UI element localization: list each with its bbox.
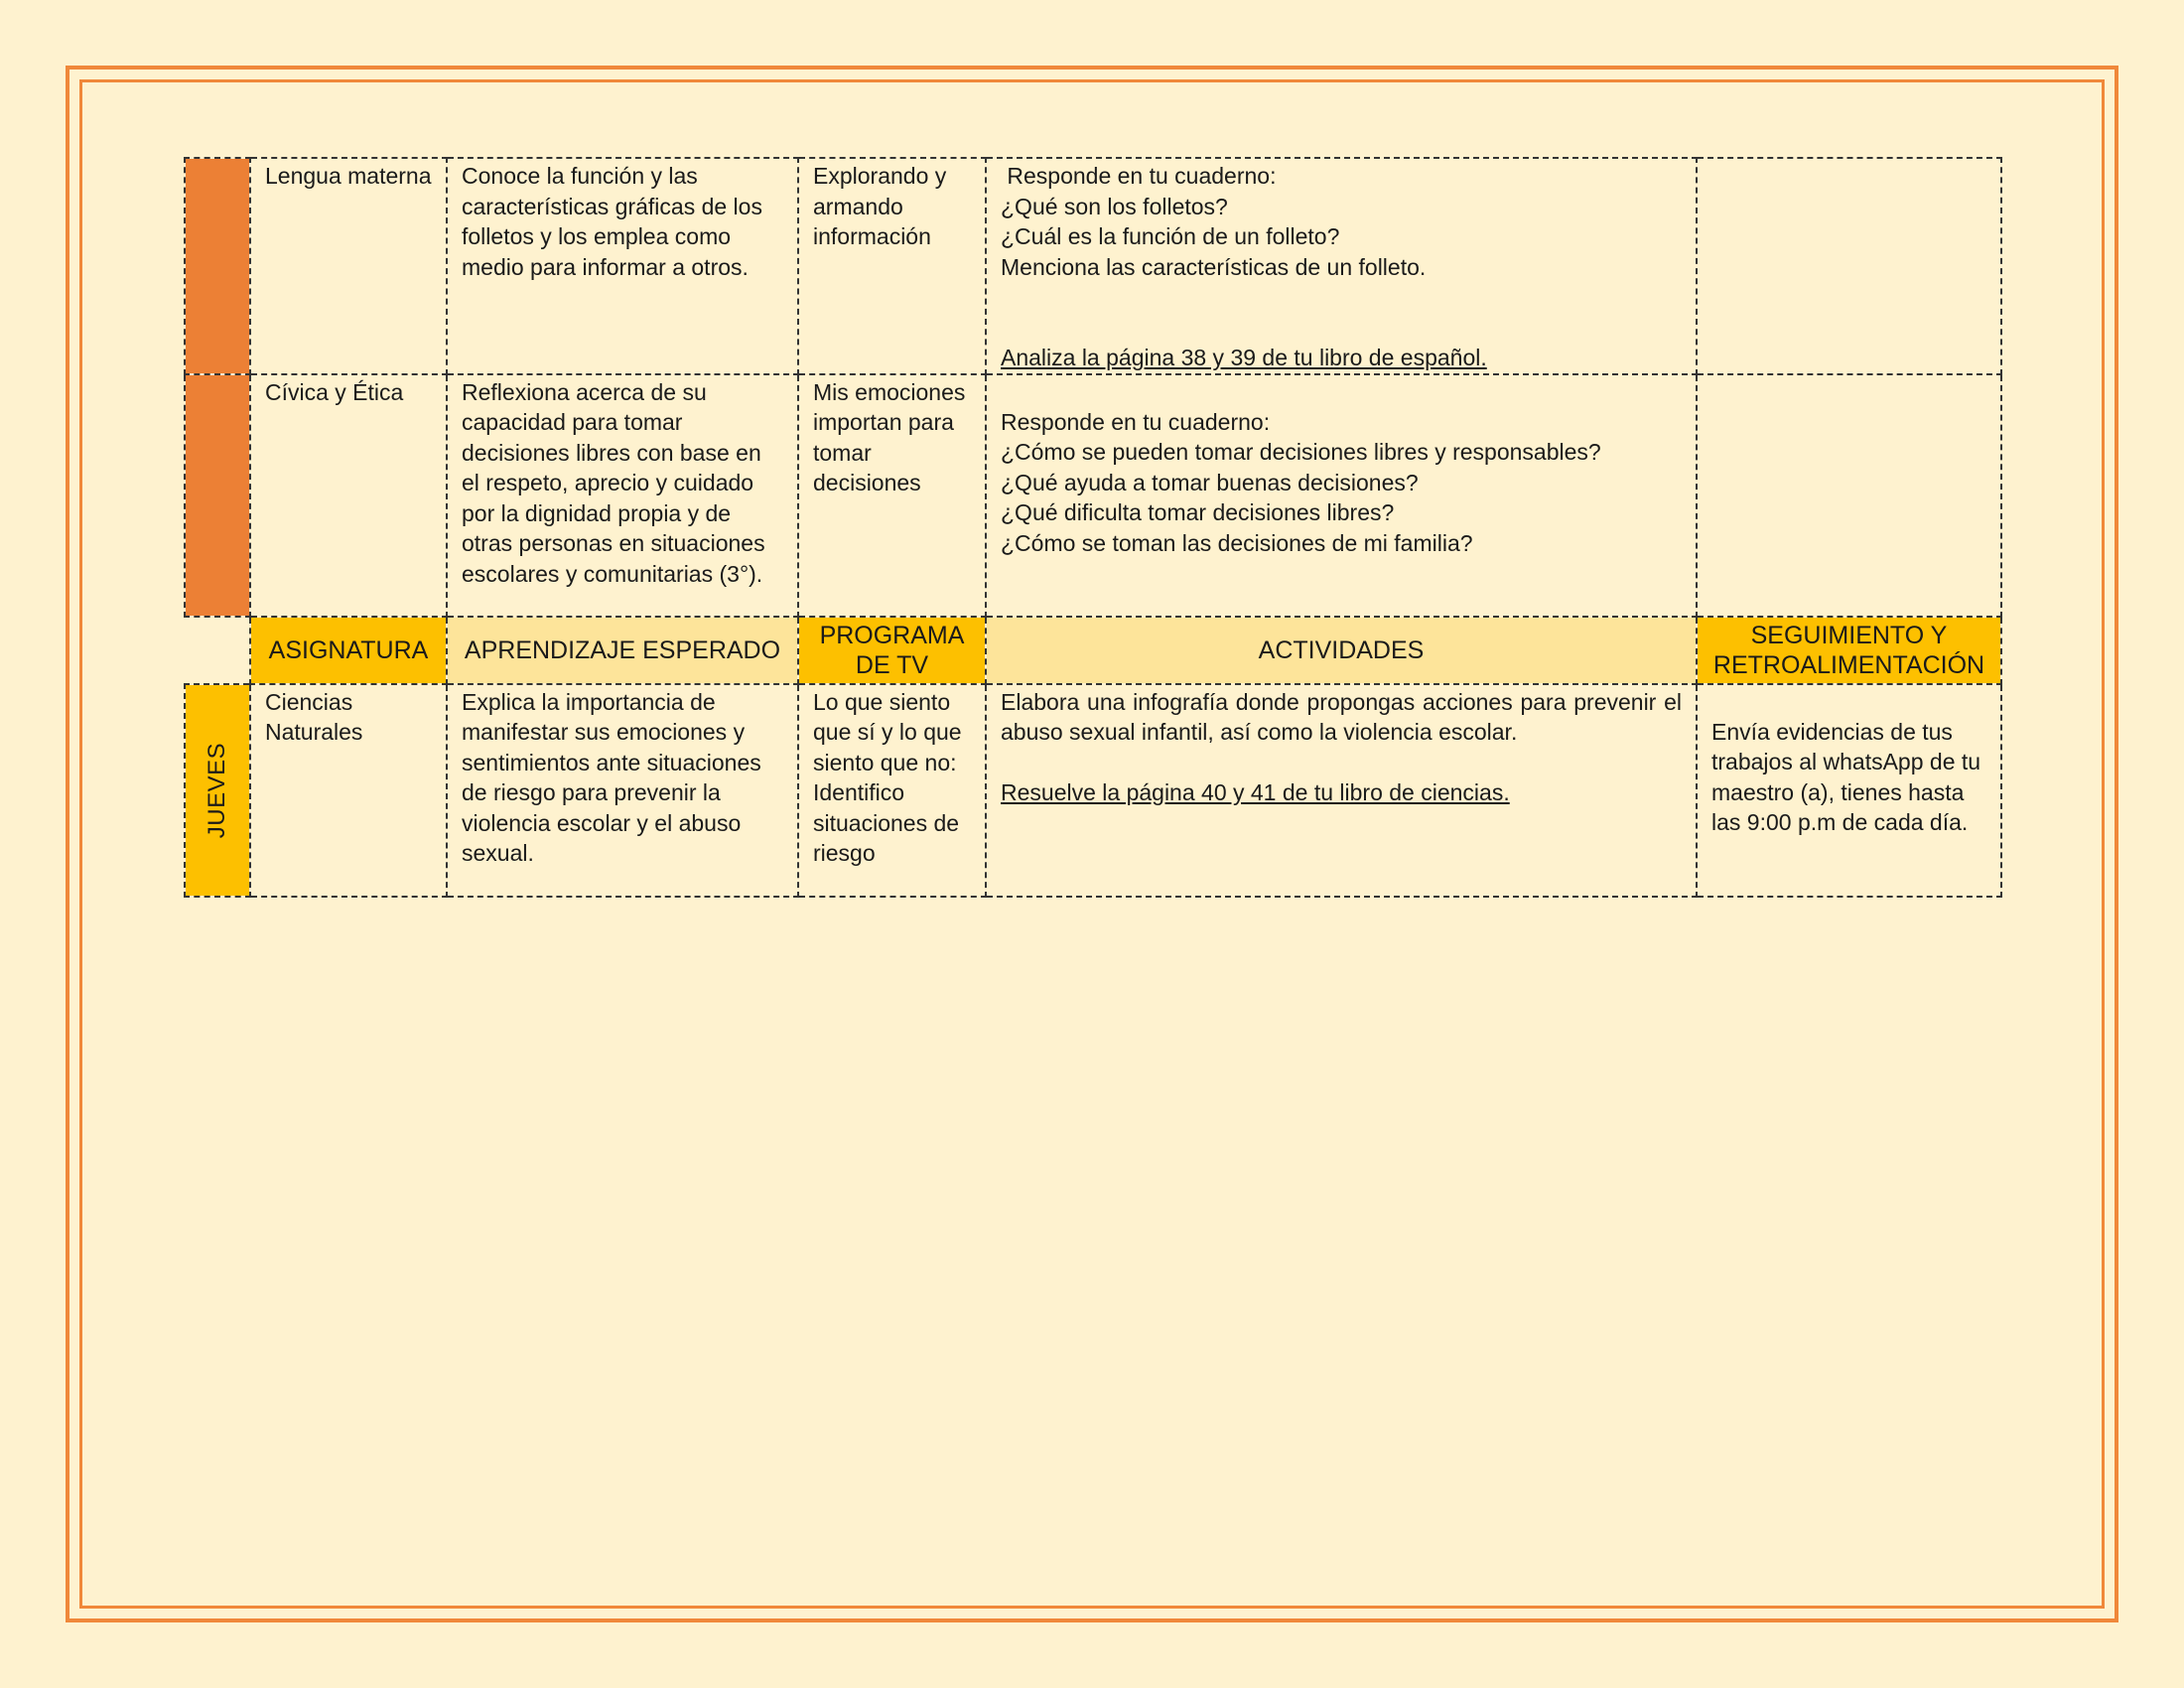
header-seguimiento: SEGUIMIENTO Y RETROALIMENTACIÓN [1697,617,2001,684]
header-blank-cell [185,617,250,684]
actividad-paragraph: Elabora una infografía donde propongas acciones para prevenir el abuso sexual infantil, así como la violencia escolar. [1001,688,1689,745]
header-asignatura: ASIGNATURA [250,617,447,684]
actividad-line: ¿Qué dificulta tomar decisiones libres? [1001,499,1395,525]
day-cell-jueves [185,684,250,897]
actividad-line: ¿Qué son los folletos? [1001,193,1228,219]
actividad-line: Menciona las características de un folleto. [1001,253,1427,280]
seguimiento-text: Envía evidencias de tus trabajos al whatsApp de tu maestro (a), tienes hasta las 9:00 p.m de cada día. [1711,718,1987,835]
seguimiento-cell [1697,374,2001,617]
asignatura-cell: Cívica y Ética [250,374,447,617]
header-actividades: ACTIVIDADES [986,617,1697,684]
programa-cell: Lo que siento que sí y lo que siento que no: Identifico situaciones de riesgo [798,684,986,897]
asignatura-cell: Lengua materna [250,158,447,374]
header-programa: PROGRAMA DE TV [798,617,986,684]
table-header-row [185,617,2001,684]
actividad-line: ¿Cómo se pueden tomar decisiones libres y responsables? [1001,439,1601,465]
actividades-cell [986,374,1697,617]
aprendizaje-cell: Explica la importancia de manifestar sus emociones y sentimientos ante situaciones de riesgo para prevenir la violencia escolar y el abuso sexual. [447,684,798,897]
actividades-cell [986,684,1697,897]
actividad-line: Responde en tu cuaderno: [1001,408,1271,435]
aprendizaje-cell: Reflexiona acerca de su capacidad para tomar decisiones libres con base en el respeto, aprecio y cuidado por la dignidad propia y de otras personas en situaciones escolares y comunitarias (3°). [447,374,798,617]
table-row [185,158,2001,374]
table-row [185,374,2001,617]
programa-cell: Mis emociones importan para tomar decisiones [798,374,986,617]
day-cell-orange [185,374,250,617]
seguimiento-cell [1697,684,2001,897]
actividades-cell [986,158,1697,374]
actividad-line: ¿Qué ayuda a tomar buenas decisiones? [1001,469,1419,495]
actividad-line: Responde en tu cuaderno: [1001,163,1277,189]
actividad-line: ¿Cómo se toman las decisiones de mi familia? [1001,529,1473,556]
actividad-underlined: Resuelve la página 40 y 41 de tu libro de ciencias. [1001,778,1510,805]
day-label: JUEVES [203,742,230,838]
day-cell-orange [185,158,250,374]
programa-cell: Explorando y armando información [798,158,986,374]
table-row [185,684,2001,897]
actividad-underlined: Analiza la página 38 y 39 de tu libro de español. [1001,345,1487,370]
header-aprendizaje: APRENDIZAJE ESPERADO [447,617,798,684]
asignatura-cell: Ciencias Naturales [250,684,447,897]
aprendizaje-cell: Conoce la función y las características gráficas de los folletos y los emplea como medio para informar a otros. [447,158,798,374]
seguimiento-cell [1697,158,2001,374]
schedule-table [184,157,2002,898]
actividad-line: ¿Cuál es la función de un folleto? [1001,223,1340,249]
